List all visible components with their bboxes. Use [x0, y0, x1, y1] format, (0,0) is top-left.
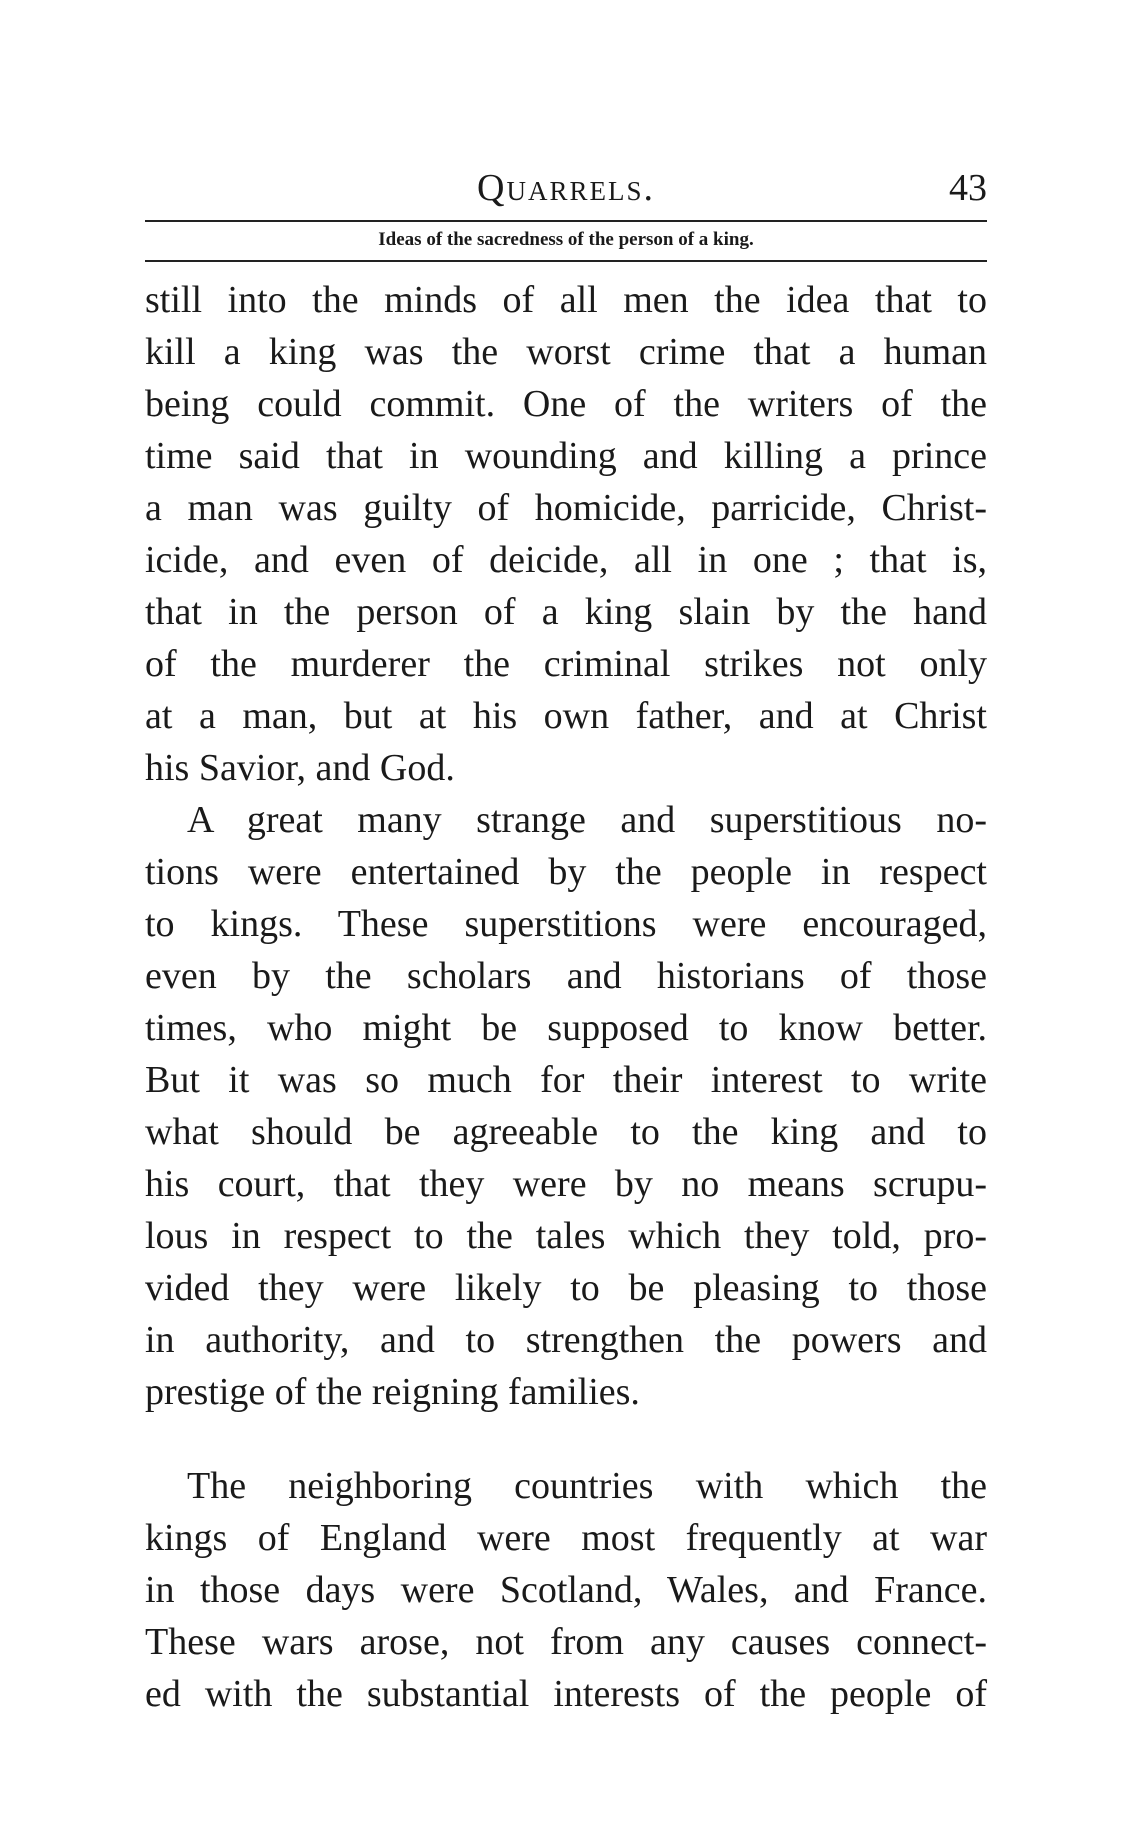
- running-title: Quarrels.: [477, 167, 655, 209]
- text-line: even by the scholars and historians of those: [145, 955, 987, 997]
- text-line: But it was so much for their interest to write: [145, 1059, 987, 1101]
- text-line: being could commit. One of the writers of the: [145, 383, 987, 425]
- section-gap: [145, 1418, 987, 1460]
- text-line: lous in respect to the tales which they told, pro-: [145, 1215, 987, 1257]
- page-number: 43: [949, 167, 987, 209]
- paragraph-2: [145, 794, 987, 1418]
- text-line: his court, that they were by no means scrupu-: [145, 1163, 987, 1205]
- subheading: Ideas of the sacredness of the person of a king.: [378, 229, 754, 250]
- text-line: tions were entertained by the people in respect: [145, 851, 987, 893]
- text-line: vided they were likely to be pleasing to those: [145, 1267, 987, 1309]
- text-line: The neighboring countries with which the: [187, 1465, 987, 1507]
- text-line: prestige of the reigning families.: [145, 1371, 640, 1413]
- body-text: [145, 274, 987, 1720]
- text-line: time said that in wounding and killing a prince: [145, 435, 987, 477]
- text-line: to kings. These superstitions were encouraged,: [145, 903, 987, 945]
- text-line: of the murderer the criminal strikes not only: [145, 643, 987, 685]
- text-line: A great many strange and superstitious no-: [187, 799, 987, 841]
- text-line: kings of England were most frequently at war: [145, 1517, 987, 1559]
- text-line: times, who might be supposed to know better.: [145, 1007, 987, 1049]
- text-line: his Savior, and God.: [145, 747, 455, 789]
- text-line: at a man, but at his own father, and at Christ: [145, 695, 987, 737]
- text-line: that in the person of a king slain by the hand: [145, 591, 987, 633]
- text-line: in those days were Scotland, Wales, and France.: [145, 1569, 987, 1611]
- text-line: in authority, and to strengthen the powers and: [145, 1319, 987, 1361]
- running-head: [145, 160, 987, 220]
- paragraph-3: [145, 1460, 987, 1720]
- text-line: ed with the substantial interests of the people of: [145, 1673, 987, 1715]
- text-line: kill a king was the worst crime that a human: [145, 331, 987, 373]
- text-line: what should be agreeable to the king and to: [145, 1111, 987, 1153]
- text-line: a man was guilty of homicide, parricide, Christ-: [145, 487, 987, 529]
- paragraph-1: [145, 274, 987, 794]
- header-rule-bottom: [145, 260, 987, 262]
- text-line: These wars arose, not from any causes connect-: [145, 1621, 987, 1663]
- text-line: still into the minds of all men the idea that to: [145, 279, 987, 321]
- book-page: [145, 160, 987, 1720]
- text-line: icide, and even of deicide, all in one ; that is,: [145, 539, 987, 581]
